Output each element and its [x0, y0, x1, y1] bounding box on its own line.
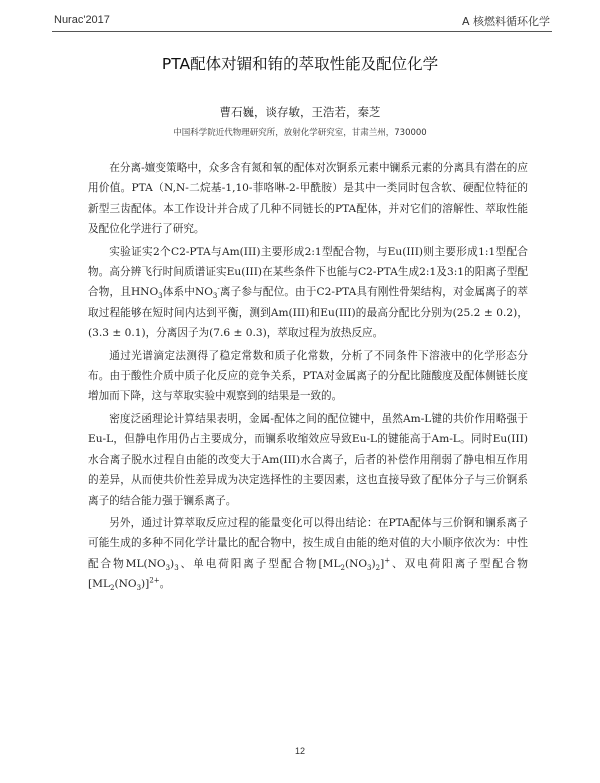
paragraph: 另外，通过计算萃取反应过程的能量变化可以得出结论：在PTA配体与三价锕和镧系离子可能生成的多种不同化学计量比的配合物中，按生成自由能的绝对值的大小顺序依次为：中性配合物$ML(NO_3)_3$、单电荷阳离子型配合物$[ML_2(NO_3)_2]^+$、双电荷阳离子型配合物$[ML_2(NO_3)]^{2+}$。: [88, 516, 529, 593]
header-divider: [52, 31, 552, 32]
paragraph: 实验证实2个C2-PTA与Am(III)主要形成2:1型配合物，与Eu(III)则主要形成1:1型配合物。高分辨飞行时间质谱证实Eu(III)在某些条件下也能与C2-PTA生成2:1及3:1的阳离子型配合物，且$HNO_3$体系中$NO_3^-$离子参与配位。由于C2-PTA具有刚性骨架结构，对金属离子的萃取过程能够在短时间内达到平衡，测到Am(III)和Eu(III)的最高分配比分别为(25.2 ± 0.2)，(3.3 ± 0.1)，分离因子为(7.6 ± 0.3)，萃取过程为放热反应。: [88, 245, 528, 340]
paragraph: 通过光谱滴定法测得了稳定常数和质子化常数，分析了不同条件下溶液中的化学形态分布。由于酸性介质中质子化反应的竞争关系，PTA对金属离子的分配比随酸度及配体侧链长度增加而下降，这与萃取实验中观察到的结果是一致的。: [88, 349, 528, 403]
abstract-body: [88, 158, 528, 597]
author-list: 曹石巍，谈存敏，王浩若，秦芝: [219, 105, 381, 119]
running-header-right: A 核燃料循环化学: [461, 15, 550, 28]
paragraph: 密度泛函理论计算结果表明，金属-配体之间的配位键中，虽然Am-L键的共价作用略强于Eu-L，但静电作用仍占主要成分，而镧系收缩效应导致Eu-L的键能高于Am-L。同时Eu(III)水合离子脱水过程自由能的改变大于Am(III)水合离子，后者的补偿作用削弱了静电相互作用的差异，从而使共价性差异成为决定选择性的主要因素，这也直接导致了配体分子与三价锕系离子的结合能力强于镧系离子。: [88, 412, 528, 507]
page-number: 12: [294, 746, 305, 756]
paper-title: PTA配体对镅和铕的萃取性能及配位化学: [161, 55, 439, 73]
running-header-left: Nurac'2017: [54, 14, 110, 26]
paragraph: 在分离-嬗变策略中，众多含有氮和氧的配体对次锕系元素中镧系元素的分离具有潜在的应用价值。PTA（N,N-二烷基-1,10-菲咯啉-2-甲酰胺）是其中一类同时包含软、硬配位特征的新型三齿配体。本工作设计并合成了几种不同链长的PTA配体，并对它们的溶解性、萃取性能及配位化学进行了研究。: [88, 162, 528, 236]
affiliation: 中国科学院近代物理研究所，放射化学研究室，甘肃兰州，730000: [173, 128, 427, 138]
